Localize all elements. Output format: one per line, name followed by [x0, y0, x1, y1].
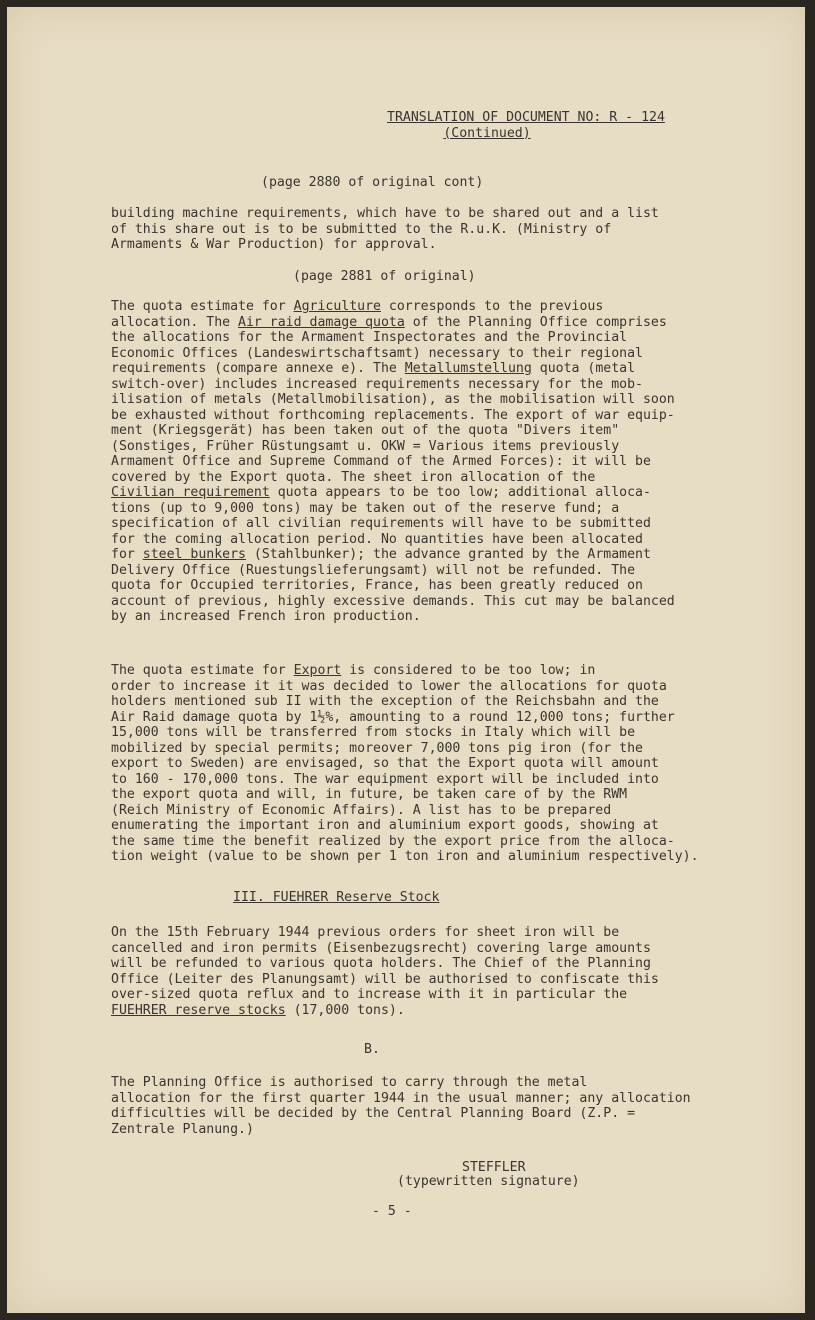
text-line: switch-over) includes increased requirements necessary for the mob- — [111, 376, 643, 392]
air-raid-quota-term: Air raid damage quota — [238, 314, 405, 330]
text-line: Economic Offices (Landeswirtschaftsamt) necessary to their regional — [111, 345, 643, 361]
paragraph-fuehrer-reserve — [111, 925, 659, 1018]
text-line: the allocations for the Armament Inspectorates and the Provincial — [111, 330, 628, 345]
text-line: account of previous, highly excessive demands. This cut may be balanced — [111, 593, 675, 609]
fuehrer-reserve-stocks-term: FUEHRER reserve stocks — [111, 1002, 286, 1018]
text-line: The quota estimate for Export is considered to be too low; in — [111, 663, 596, 678]
text-line: over-sized quota reflux and to increase with it in particular the — [111, 987, 628, 1002]
text-line: by an increased French iron production. — [111, 609, 421, 624]
text-line: Air Raid damage quota by 1½%, amounting to a round 12,000 tons; further — [111, 709, 675, 725]
page-reference-2880: (page 2880 of original cont) — [261, 175, 484, 190]
text-line: tions (up to 9,000 tons) may be taken out of the reserve fund; a — [111, 500, 620, 516]
header-title: TRANSLATION OF DOCUMENT NO: R - 124 — [387, 110, 665, 125]
text-line: cancelled and iron permits (Eisenbezugsrecht) covering large amounts — [111, 940, 651, 956]
document-header — [387, 110, 665, 141]
text-line: specification of all civilian requirements will have to be submitted — [111, 516, 651, 531]
text-line: holders mentioned sub II with the exception of the Reichsbahn and the — [111, 694, 659, 709]
steel-bunkers-term: steel bunkers — [142, 547, 246, 562]
text-line: the export quota and will, in future, be taken care of by the RWM — [111, 787, 628, 802]
text-line: difficulties will be decided by the Central Planning Board (Z.P. = — [111, 1106, 636, 1121]
text-line: allocation. The Air raid damage quota of the Planning Office comprises — [111, 314, 667, 330]
text-line: will be refunded to various quota holders. The Chief of the Planning — [111, 956, 651, 971]
text-line: allocation for the first quarter 1944 in the usual manner; any allocation — [111, 1090, 691, 1106]
text-line: quota for Occupied territories, France, has been greatly reduced on — [111, 578, 643, 593]
text-line: The quota estimate for Agriculture corresponds to the previous — [111, 299, 604, 314]
text-line: Delivery Office (Ruestungslieferungsamt) will not be refunded. The — [111, 562, 636, 578]
civilian-requirement-term: Civilian requirement — [111, 485, 270, 500]
text-line: (Reich Ministry of Economic Affairs). A list has to be prepared — [111, 802, 612, 818]
text-line: ment (Kriegsgerät) has been taken out of the quota "Divers item" — [111, 423, 620, 438]
export-term: Export — [293, 663, 342, 678]
text-line: ilisation of metals (Metallmobilisation), as the mobilisation will soon — [111, 392, 675, 407]
text-line: Office (Leiter des Planungsamt) will be authorised to confiscate this — [111, 971, 659, 987]
paragraph-building-requirements — [111, 206, 659, 253]
text-line: building machine requirements, which have to be shared out and a list — [111, 206, 659, 221]
text-line: requirements (compare annexe e). The Metallumstellung quota (metal — [111, 361, 636, 376]
text-line: The Planning Office is authorised to carry through the metal — [111, 1075, 588, 1090]
text-line: the same time the benefit realized by the export price from the alloca- — [111, 833, 675, 849]
agriculture-term: Agriculture — [293, 299, 381, 314]
text-line: for steel bunkers (Stahlbunker); the advance granted by the Armament — [111, 547, 651, 562]
text-line: 15,000 tons will be transferred from stocks in Italy which will be — [111, 725, 636, 740]
text-line: Armaments & War Production) for approval. — [111, 237, 437, 252]
text-line: enumerating the important iron and aluminium export goods, showing at — [111, 818, 659, 833]
header-continued: (Continued) — [443, 125, 531, 141]
text-line: Civilian requirement quota appears to be too low; additional alloca- — [111, 485, 651, 500]
signature-note: (typewritten signature) — [397, 1174, 580, 1189]
text-line: of this share out is to be submitted to the R.u.K. (Ministry of — [111, 221, 612, 237]
text-line: Zentrale Planung.) — [111, 1121, 254, 1137]
text-line: to 160 - 170,000 tons. The war equipment export will be included into — [111, 771, 659, 787]
paragraph-quota-estimates — [111, 299, 675, 625]
text-line: FUEHRER reserve stocks (17,000 tons). — [111, 1002, 405, 1018]
page-number: - 5 - — [372, 1204, 412, 1219]
section-b-label: B. — [364, 1042, 380, 1057]
text-line: export to Sweden) are envisaged, so that the Export quota will amount — [111, 756, 659, 771]
text-line: On the 15th February 1944 previous orders for sheet iron will be — [111, 925, 620, 940]
document-page — [7, 7, 805, 1313]
metallumstellung-term: Metallumstellung — [404, 361, 532, 376]
paragraph-export-quota — [111, 663, 699, 865]
text-line: covered by the Export quota. The sheet iron allocation of the — [111, 469, 596, 485]
text-line: tion weight (value to be shown per 1 ton iron and aluminium respectively). — [111, 849, 699, 864]
section-heading-fuehrer-reserve: III. FUEHRER Reserve Stock — [233, 890, 440, 905]
text-line: Armament Office and Supreme Command of the Armed Forces): it will be — [111, 454, 651, 469]
text-line: (Sonstiges, Früher Rüstungsamt u. OKW = Various items previously — [111, 438, 620, 454]
page-reference-2881: (page 2881 of original) — [293, 269, 476, 284]
signature-name: STEFFLER — [462, 1160, 526, 1175]
paragraph-planning-office — [111, 1075, 691, 1137]
text-line: order to increase it it was decided to lower the allocations for quota — [111, 678, 667, 694]
text-line: for the coming allocation period. No quantities have been allocated — [111, 531, 643, 547]
text-line: be exhausted without forthcoming replacements. The export of war equip- — [111, 407, 675, 423]
text-line: mobilized by special permits; moreover 7,000 tons pig iron (for the — [111, 740, 643, 756]
